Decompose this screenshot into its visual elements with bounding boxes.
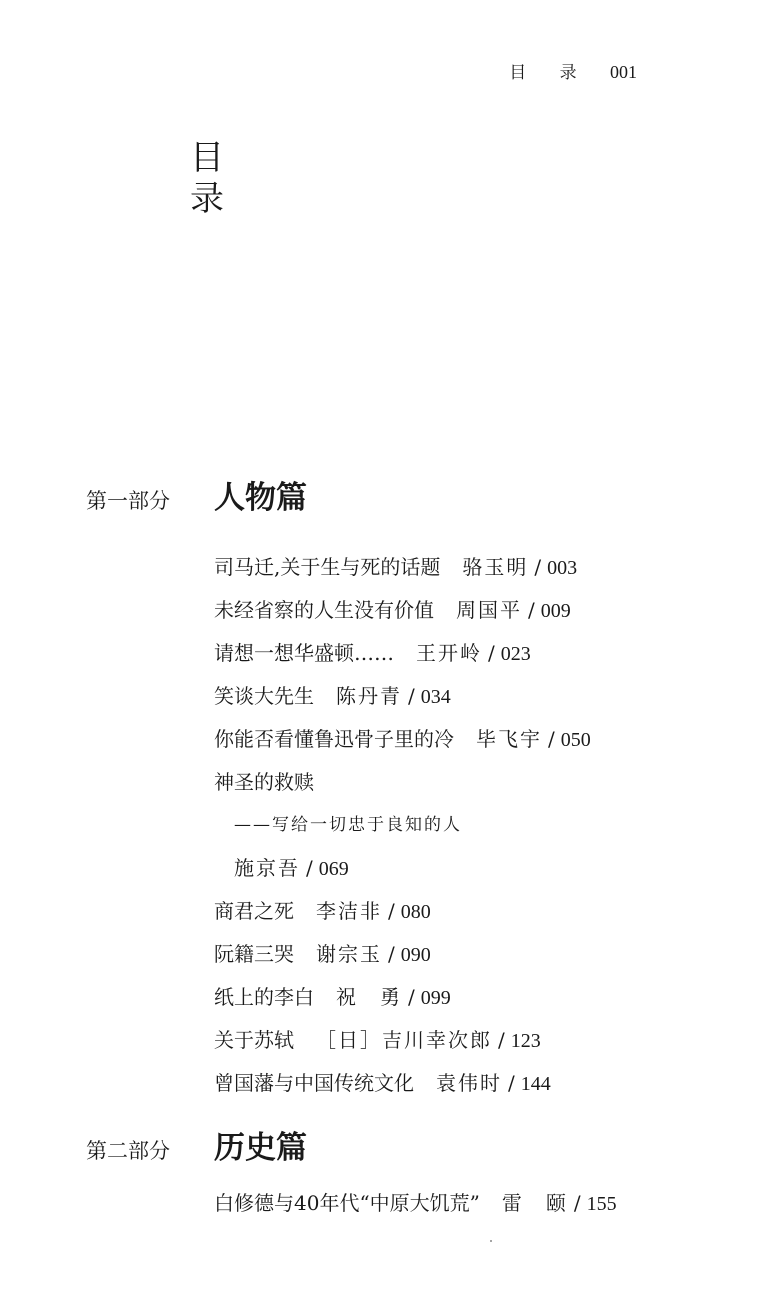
entry-title: 商君之死	[214, 899, 294, 923]
entry-page: 050	[560, 729, 591, 751]
entry-title: 曾国藩与中国传统文化	[214, 1071, 414, 1095]
separator: /	[573, 1191, 581, 1215]
separator: /	[508, 1071, 515, 1095]
entry-title: 神圣的救赎	[214, 770, 314, 794]
separator: /	[488, 641, 495, 665]
page-title: 目录	[190, 138, 224, 219]
separator: /	[498, 1028, 505, 1052]
print-speck	[490, 1240, 492, 1242]
entry-page: 009	[540, 600, 571, 622]
entry-author: 周国平	[456, 598, 522, 622]
part-heading	[86, 472, 307, 517]
entry-title: 白修德与40年代“中原大饥荒”	[214, 1191, 480, 1215]
entry-title: 你能否看懂鲁迅骨子里的冷	[214, 727, 454, 751]
toc-entry[interactable]	[214, 761, 591, 804]
entry-title: 司马迁,关于生与死的话题	[214, 555, 441, 579]
entry-page: 023	[500, 643, 531, 665]
entry-page: 155	[586, 1193, 617, 1215]
running-header-title: 目 录	[509, 63, 591, 83]
entry-page: 144	[520, 1073, 551, 1095]
entry-author: 祝 勇	[336, 985, 402, 1009]
entry-subtitle: ——写给一切忠于良知的人	[234, 815, 462, 835]
entry-page: 034	[420, 686, 451, 708]
entry-author: 王开岭	[416, 641, 482, 665]
running-header	[509, 58, 637, 83]
part-label: 第二部分	[86, 1139, 170, 1163]
entry-page: 080	[400, 901, 431, 923]
entry-author: 施京吾	[234, 856, 300, 880]
toc-entry[interactable]	[214, 589, 591, 632]
toc-entry[interactable]	[214, 675, 591, 718]
entry-page: 099	[420, 987, 451, 1009]
entry-author: 雷 颐	[501, 1191, 568, 1215]
entry-page: 090	[400, 944, 431, 966]
entry-title: 未经省察的人生没有价值	[214, 598, 434, 622]
entry-title: 关于苏轼	[214, 1028, 294, 1052]
toc-entry[interactable]	[214, 1019, 591, 1062]
separator: /	[388, 899, 395, 923]
toc-entry[interactable]	[214, 632, 591, 675]
part-name: 历史篇	[214, 1130, 307, 1166]
separator: /	[388, 942, 395, 966]
toc-list	[214, 546, 591, 1105]
entry-author: 袁伟时	[436, 1071, 502, 1095]
toc-entry[interactable]	[214, 1062, 591, 1105]
part-name: 人物篇	[214, 480, 307, 516]
entry-title: 纸上的李白	[214, 985, 314, 1009]
toc-entry[interactable]	[214, 546, 591, 589]
entry-page: 069	[318, 858, 349, 880]
entry-author: 骆玉明	[462, 555, 529, 579]
separator: /	[408, 684, 415, 708]
page-number: 001	[610, 62, 637, 82]
entry-author: 李洁非	[316, 899, 382, 923]
entry-author: ［日］吉川幸次郎	[316, 1028, 492, 1052]
part-heading	[86, 1122, 307, 1167]
separator: /	[306, 856, 313, 880]
separator: /	[548, 727, 555, 751]
toc-entry[interactable]	[214, 976, 591, 1019]
entry-title: 请想一想华盛顿……	[214, 641, 394, 665]
toc-entry[interactable]	[214, 718, 591, 761]
toc-entry[interactable]	[214, 890, 591, 933]
entry-title: 阮籍三哭	[214, 942, 294, 966]
toc-entry[interactable]	[214, 933, 591, 976]
toc-entry[interactable]	[214, 1182, 617, 1225]
entry-author: 谢宗玉	[316, 942, 382, 966]
entry-title: 笑谈大先生	[214, 684, 314, 708]
separator: /	[528, 598, 535, 622]
entry-page: 123	[510, 1030, 541, 1052]
part-label: 第一部分	[86, 489, 170, 513]
separator: /	[534, 555, 542, 579]
entry-author: 陈丹青	[336, 684, 402, 708]
toc-list	[214, 1182, 617, 1225]
toc-entry-subtitle	[214, 804, 591, 847]
entry-page: 003	[547, 557, 578, 579]
toc-entry-author-line[interactable]	[214, 847, 591, 890]
separator: /	[408, 985, 415, 1009]
entry-author: 毕飞宇	[476, 727, 542, 751]
